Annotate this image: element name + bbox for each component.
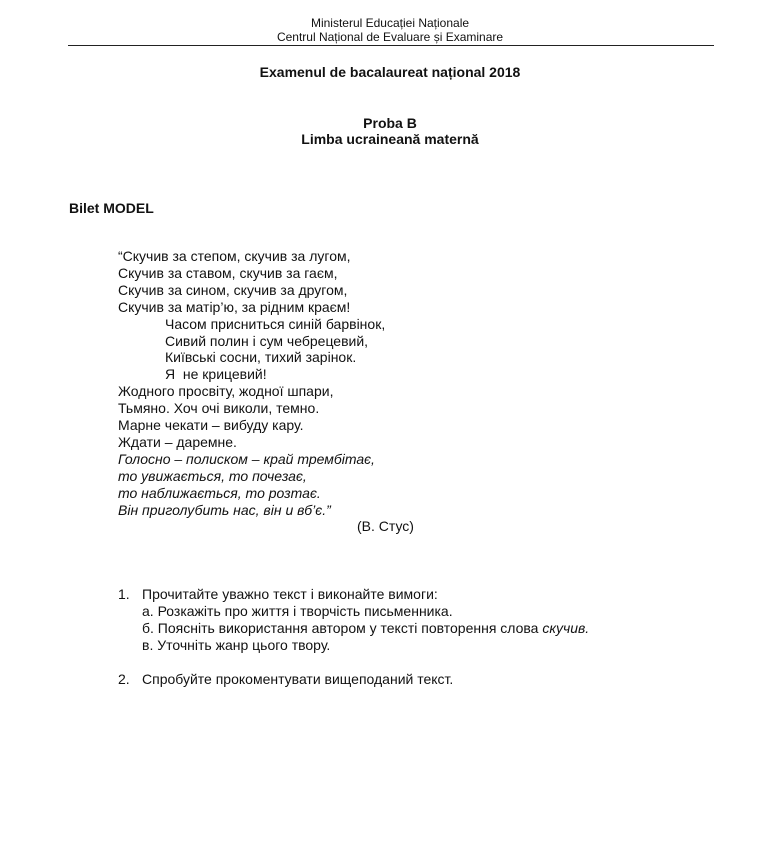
header-center: Centrul Național de Evaluare și Examinare	[276, 30, 504, 44]
subitem-emphasis: скучив.	[542, 620, 590, 636]
poem-author: (В. Стус)	[357, 518, 414, 534]
exam-title: Examenul de bacalaureat național 2018	[259, 64, 521, 80]
task-item	[118, 586, 589, 654]
proba-title: Proba B	[363, 115, 417, 131]
task-item	[118, 671, 589, 688]
poem-line: то наближається, то розтає.	[118, 484, 321, 501]
poem-line: Тьмяно. Хоч очі виколи, темно.	[118, 400, 320, 417]
poem-line: Київські сосни, тихий зарінок.	[165, 349, 357, 366]
poem-line: Він приголубить нас, він и вб’є.”	[118, 501, 331, 518]
poem-line: Скучив за сином, скучив за другом,	[118, 281, 348, 298]
header-ministry: Ministerul Educației Naționale	[310, 16, 470, 30]
poem-line: Я не крицевий!	[165, 366, 267, 383]
task-subitem	[142, 620, 589, 637]
poem-line: Марне чекати – вибуду кару.	[118, 417, 304, 434]
task-number: 2.	[118, 671, 130, 687]
poem	[118, 248, 385, 519]
task-subitem	[142, 603, 589, 620]
ticket-label: Bilet MODEL	[69, 200, 154, 216]
poem-line: Скучив за матір’ю, за рідним краєм!	[118, 298, 351, 315]
poem-line: “Скучив за степом, скучив за лугом,	[118, 248, 351, 264]
task-subitem	[142, 637, 589, 654]
task-text: Прочитайте уважно текст і виконайте вимоги:	[142, 586, 438, 602]
poem-line: Жодного просвіту, жодної шпари,	[118, 383, 334, 400]
poem-line: Голосно – полиском – край трембітає,	[118, 450, 375, 467]
task-list	[118, 586, 589, 688]
poem-line: то увижається, то почезає,	[118, 467, 307, 484]
poem-line: Часом присниться синій барвінок,	[165, 315, 386, 332]
task-text: Спробуйте прокоментувати вищеподаний текст.	[142, 671, 454, 687]
poem-line: Скучив за ставом, скучив за гаєм,	[118, 264, 338, 281]
subitem-text: а. Розкажіть про життя і творчість письменника.	[142, 603, 453, 619]
subject-title: Limba ucraineană maternă	[301, 131, 479, 147]
header-divider	[68, 45, 714, 46]
poem-line: Ждати – даремне.	[118, 433, 237, 450]
task-number: 1.	[118, 586, 130, 602]
subitem-text: в. Уточніть жанр цього твору.	[142, 637, 331, 653]
poem-line: Сивий полин і сум чебрецевий,	[165, 332, 369, 349]
subitem-text: б. Поясніть використання автором у тексті повторення слова	[142, 620, 543, 636]
